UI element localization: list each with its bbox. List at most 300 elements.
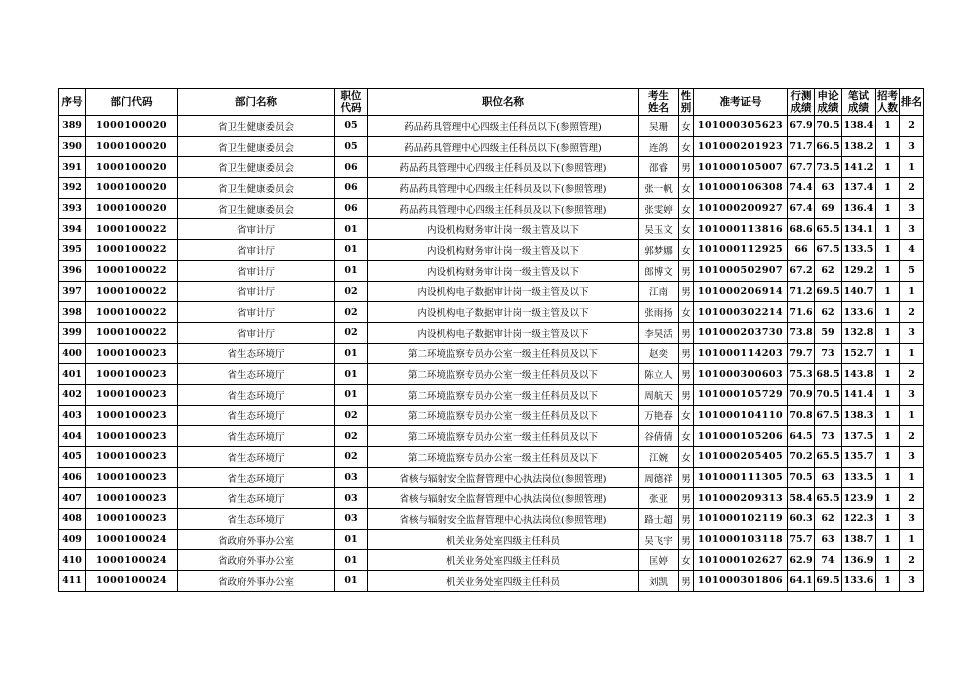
cell-position-name: 第二环境监察专员办公室一级主任科员及以下 [368, 426, 639, 447]
cell-admission-no: 101000104110 [694, 405, 788, 426]
cell-quota: 1 [876, 302, 900, 323]
cell-position-code: 02 [335, 426, 368, 447]
cell-rank: 1 [900, 529, 924, 550]
cell-gender: 男 [679, 364, 694, 385]
header-essay-score [815, 89, 842, 116]
cell-position-name: 省核与辐射安全监督管理中心执法岗位(参照管理) [368, 509, 639, 530]
cell-position-name: 内设机构电子数据审计岗一级主管及以下 [368, 302, 639, 323]
cell-written-score: 140.7 [842, 281, 876, 302]
cell-position-code: 01 [335, 364, 368, 385]
cell-dept-code: 1000100020 [86, 157, 178, 178]
cell-gender: 女 [679, 447, 694, 468]
cell-rank: 2 [900, 364, 924, 385]
cell-admission-no: 101000301806 [694, 571, 788, 592]
cell-quota: 1 [876, 509, 900, 530]
cell-written-score: 143.8 [842, 364, 876, 385]
cell-gender: 男 [679, 384, 694, 405]
cell-candidate-name: 张一帆 [639, 178, 679, 199]
cell-gender: 女 [679, 550, 694, 571]
cell-rank: 2 [900, 550, 924, 571]
cell-written-score: 133.6 [842, 302, 876, 323]
cell-candidate-name: 周航天 [639, 384, 679, 405]
header-dept-code [86, 89, 178, 116]
cell-position-name: 药品药具管理中心四级主任科员以下(参照管理) [368, 116, 639, 137]
header-label: 招考 [877, 90, 898, 102]
cell-written-score: 129.2 [842, 260, 876, 281]
table-row [59, 509, 924, 530]
cell-written-score: 136.4 [842, 198, 876, 219]
cell-written-score: 123.9 [842, 488, 876, 509]
cell-written-score: 152.7 [842, 343, 876, 364]
cell-serial-no: 396 [59, 260, 86, 281]
header-aptitude-score [788, 89, 815, 116]
table-row [59, 260, 924, 281]
cell-essay-score: 70.5 [815, 116, 842, 137]
cell-position-code: 05 [335, 116, 368, 137]
cell-rank: 3 [900, 219, 924, 240]
cell-admission-no: 101000502907 [694, 260, 788, 281]
table-row [59, 467, 924, 488]
cell-aptitude-score: 70.9 [788, 384, 815, 405]
cell-essay-score: 70.5 [815, 384, 842, 405]
cell-serial-no: 408 [59, 509, 86, 530]
cell-rank: 3 [900, 447, 924, 468]
cell-dept-name: 省生态环境厅 [178, 488, 335, 509]
cell-aptitude-score: 67.7 [788, 157, 815, 178]
cell-position-code: 01 [335, 260, 368, 281]
cell-dept-code: 1000100020 [86, 178, 178, 199]
cell-admission-no: 101000201923 [694, 136, 788, 157]
header-label: 笔试 [848, 90, 869, 102]
cell-position-name: 内设机构电子数据审计岗一级主管及以下 [368, 281, 639, 302]
cell-written-score: 138.4 [842, 116, 876, 137]
table-row [59, 178, 924, 199]
cell-written-score: 138.3 [842, 405, 876, 426]
cell-essay-score: 63 [815, 178, 842, 199]
table-row [59, 405, 924, 426]
cell-essay-score: 63 [815, 467, 842, 488]
cell-gender: 男 [679, 322, 694, 343]
cell-position-code: 02 [335, 405, 368, 426]
cell-quota: 1 [876, 281, 900, 302]
cell-aptitude-score: 60.3 [788, 509, 815, 530]
cell-essay-score: 66.5 [815, 136, 842, 157]
cell-aptitude-score: 70.5 [788, 467, 815, 488]
table-row [59, 571, 924, 592]
cell-position-name: 第二环境监察专员办公室一级主任科员及以下 [368, 384, 639, 405]
table-row [59, 426, 924, 447]
cell-quota: 1 [876, 384, 900, 405]
cell-written-score: 132.8 [842, 322, 876, 343]
cell-essay-score: 62 [815, 302, 842, 323]
cell-dept-code: 1000100023 [86, 488, 178, 509]
cell-dept-code: 1000100023 [86, 509, 178, 530]
table-row [59, 157, 924, 178]
cell-dept-name: 省生态环境厅 [178, 509, 335, 530]
cell-essay-score: 65.5 [815, 219, 842, 240]
table-row [59, 322, 924, 343]
cell-rank: 2 [900, 426, 924, 447]
header-label: 部门代码 [110, 96, 153, 108]
cell-dept-code: 1000100020 [86, 198, 178, 219]
cell-candidate-name: 邵睿 [639, 157, 679, 178]
cell-gender: 男 [679, 157, 694, 178]
cell-position-code: 03 [335, 488, 368, 509]
header-label: 性 [680, 90, 692, 102]
header-rank [900, 89, 924, 116]
cell-position-name: 内设机构财务审计岗一级主管及以下 [368, 219, 639, 240]
cell-admission-no: 101000300603 [694, 364, 788, 385]
table-row [59, 529, 924, 550]
header-label: 考生 [648, 90, 669, 102]
cell-serial-no: 391 [59, 157, 86, 178]
cell-dept-name: 省生态环境厅 [178, 467, 335, 488]
cell-admission-no: 101000103118 [694, 529, 788, 550]
cell-dept-code: 1000100022 [86, 322, 178, 343]
cell-quota: 1 [876, 116, 900, 137]
header-serial-no [59, 89, 86, 116]
cell-dept-code: 1000100020 [86, 116, 178, 137]
cell-candidate-name: 张雯婷 [639, 198, 679, 219]
cell-gender: 男 [679, 281, 694, 302]
cell-dept-name: 省政府外事办公室 [178, 529, 335, 550]
cell-serial-no: 411 [59, 571, 86, 592]
header-label: 成绩 [817, 102, 839, 114]
cell-essay-score: 73 [815, 343, 842, 364]
cell-position-name: 省核与辐射安全监督管理中心执法岗位(参照管理) [368, 488, 639, 509]
cell-admission-no: 101000102119 [694, 509, 788, 530]
cell-quota: 1 [876, 322, 900, 343]
cell-serial-no: 400 [59, 343, 86, 364]
cell-essay-score: 67.5 [815, 405, 842, 426]
header-label: 部门名称 [235, 96, 277, 108]
cell-gender: 女 [679, 426, 694, 447]
cell-gender: 女 [679, 302, 694, 323]
cell-dept-code: 1000100023 [86, 426, 178, 447]
cell-dept-code: 1000100023 [86, 447, 178, 468]
cell-position-name: 药品药具管理中心四级主任科员及以下(参照管理) [368, 198, 639, 219]
cell-position-code: 02 [335, 447, 368, 468]
cell-position-name: 内设机构电子数据审计岗一级主管及以下 [368, 322, 639, 343]
cell-written-score: 122.3 [842, 509, 876, 530]
cell-aptitude-score: 73.8 [788, 322, 815, 343]
cell-written-score: 133.5 [842, 467, 876, 488]
cell-quota: 1 [876, 405, 900, 426]
cell-essay-score: 62 [815, 509, 842, 530]
cell-position-name: 内设机构财务审计岗一级主管及以下 [368, 240, 639, 261]
cell-position-code: 02 [335, 302, 368, 323]
cell-aptitude-score: 62.9 [788, 550, 815, 571]
cell-written-score: 137.4 [842, 178, 876, 199]
cell-dept-name: 省卫生健康委员会 [178, 198, 335, 219]
cell-candidate-name: 赵奕 [639, 343, 679, 364]
cell-rank: 1 [900, 157, 924, 178]
cell-quota: 1 [876, 240, 900, 261]
header-quota [876, 89, 900, 116]
cell-candidate-name: 张亚 [639, 488, 679, 509]
header-label: 职位 [340, 90, 362, 102]
cell-gender: 女 [679, 178, 694, 199]
cell-rank: 1 [900, 467, 924, 488]
header-label: 申论 [817, 90, 839, 102]
header-candidate-name [639, 89, 679, 116]
cell-dept-code: 1000100022 [86, 219, 178, 240]
header-position-code [335, 89, 368, 116]
header-label: 职位名称 [482, 96, 524, 108]
cell-admission-no: 101000203730 [694, 322, 788, 343]
cell-admission-no: 101000111305 [694, 467, 788, 488]
cell-candidate-name: 张雨扬 [639, 302, 679, 323]
header-dept-name [178, 89, 335, 116]
cell-dept-name: 省政府外事办公室 [178, 571, 335, 592]
cell-admission-no: 101000112925 [694, 240, 788, 261]
cell-rank: 2 [900, 116, 924, 137]
cell-quota: 1 [876, 529, 900, 550]
cell-serial-no: 406 [59, 467, 86, 488]
cell-written-score: 136.9 [842, 550, 876, 571]
cell-candidate-name: 郎博文 [639, 260, 679, 281]
header-label: 姓名 [648, 102, 669, 114]
cell-serial-no: 401 [59, 364, 86, 385]
cell-dept-name: 省卫生健康委员会 [178, 136, 335, 157]
cell-candidate-name: 周德祥 [639, 467, 679, 488]
cell-gender: 女 [679, 405, 694, 426]
cell-position-code: 01 [335, 550, 368, 571]
cell-admission-no: 101000200927 [694, 198, 788, 219]
cell-aptitude-score: 71.2 [788, 281, 815, 302]
cell-admission-no: 101000106308 [694, 178, 788, 199]
cell-dept-code: 1000100020 [86, 136, 178, 157]
cell-gender: 男 [679, 571, 694, 592]
cell-rank: 2 [900, 178, 924, 199]
cell-dept-name: 省审计厅 [178, 219, 335, 240]
table-row [59, 198, 924, 219]
cell-essay-score: 73 [815, 426, 842, 447]
cell-aptitude-score: 75.3 [788, 364, 815, 385]
table-row [59, 302, 924, 323]
cell-quota: 1 [876, 447, 900, 468]
cell-position-name: 机关业务处室四级主任科员 [368, 529, 639, 550]
cell-serial-no: 407 [59, 488, 86, 509]
cell-dept-code: 1000100023 [86, 364, 178, 385]
cell-written-score: 134.1 [842, 219, 876, 240]
cell-position-code: 06 [335, 198, 368, 219]
cell-candidate-name: 李昊活 [639, 322, 679, 343]
table-row [59, 364, 924, 385]
exam-results-table [58, 88, 924, 592]
cell-serial-no: 394 [59, 219, 86, 240]
cell-aptitude-score: 71.7 [788, 136, 815, 157]
cell-essay-score: 69.5 [815, 281, 842, 302]
cell-quota: 1 [876, 260, 900, 281]
cell-admission-no: 101000209313 [694, 488, 788, 509]
cell-dept-name: 省生态环境厅 [178, 384, 335, 405]
cell-dept-name: 省卫生健康委员会 [178, 178, 335, 199]
cell-aptitude-score: 67.9 [788, 116, 815, 137]
cell-candidate-name: 匡婷 [639, 550, 679, 571]
table-row [59, 550, 924, 571]
cell-position-code: 01 [335, 571, 368, 592]
cell-rank: 1 [900, 343, 924, 364]
cell-gender: 女 [679, 136, 694, 157]
cell-quota: 1 [876, 364, 900, 385]
cell-position-code: 01 [335, 384, 368, 405]
header-position-name [368, 89, 639, 116]
cell-position-code: 06 [335, 178, 368, 199]
cell-gender: 男 [679, 260, 694, 281]
cell-dept-name: 省卫生健康委员会 [178, 116, 335, 137]
cell-candidate-name: 吴飞宇 [639, 529, 679, 550]
cell-admission-no: 101000206914 [694, 281, 788, 302]
cell-essay-score: 69 [815, 198, 842, 219]
cell-position-code: 03 [335, 467, 368, 488]
cell-position-name: 机关业务处室四级主任科员 [368, 550, 639, 571]
cell-dept-code: 1000100023 [86, 405, 178, 426]
table-row [59, 343, 924, 364]
cell-candidate-name: 吴玉文 [639, 219, 679, 240]
header-label: 代码 [340, 102, 362, 114]
cell-position-name: 内设机构财务审计岗一级主管及以下 [368, 260, 639, 281]
cell-aptitude-score: 67.4 [788, 198, 815, 219]
cell-position-code: 02 [335, 322, 368, 343]
cell-gender: 女 [679, 116, 694, 137]
table-row [59, 136, 924, 157]
header-label: 行测 [790, 90, 812, 102]
table-header [59, 89, 924, 116]
cell-dept-name: 省审计厅 [178, 322, 335, 343]
cell-admission-no: 101000105007 [694, 157, 788, 178]
cell-candidate-name: 刘凯 [639, 571, 679, 592]
cell-admission-no: 101000302214 [694, 302, 788, 323]
cell-quota: 1 [876, 219, 900, 240]
header-row [59, 89, 924, 116]
cell-position-code: 01 [335, 240, 368, 261]
cell-quota: 1 [876, 467, 900, 488]
header-label: 成绩 [790, 102, 812, 114]
cell-candidate-name: 陈立人 [639, 364, 679, 385]
cell-position-name: 第二环境监察专员办公室一级主任科员及以下 [368, 364, 639, 385]
cell-gender: 女 [679, 198, 694, 219]
cell-position-name: 药品药具管理中心四级主任科员及以下(参照管理) [368, 157, 639, 178]
header-label: 排名 [901, 96, 922, 108]
cell-essay-score: 68.5 [815, 364, 842, 385]
cell-aptitude-score: 71.6 [788, 302, 815, 323]
cell-serial-no: 395 [59, 240, 86, 261]
table-body [59, 116, 924, 592]
cell-dept-code: 1000100022 [86, 302, 178, 323]
cell-quota: 1 [876, 178, 900, 199]
header-admission-no [694, 89, 788, 116]
cell-quota: 1 [876, 488, 900, 509]
cell-aptitude-score: 64.5 [788, 426, 815, 447]
cell-quota: 1 [876, 571, 900, 592]
cell-quota: 1 [876, 426, 900, 447]
cell-dept-code: 1000100024 [86, 571, 178, 592]
cell-gender: 女 [679, 240, 694, 261]
cell-serial-no: 403 [59, 405, 86, 426]
cell-position-code: 02 [335, 281, 368, 302]
cell-aptitude-score: 70.8 [788, 405, 815, 426]
cell-quota: 1 [876, 136, 900, 157]
cell-serial-no: 398 [59, 302, 86, 323]
table-row [59, 488, 924, 509]
cell-candidate-name: 谷倩倩 [639, 426, 679, 447]
cell-rank: 3 [900, 384, 924, 405]
cell-quota: 1 [876, 550, 900, 571]
cell-admission-no: 101000105206 [694, 426, 788, 447]
cell-written-score: 133.5 [842, 240, 876, 261]
cell-position-code: 06 [335, 157, 368, 178]
cell-gender: 男 [679, 509, 694, 530]
cell-position-name: 药品药具管理中心四级主任科员及以下(参照管理) [368, 178, 639, 199]
cell-rank: 3 [900, 198, 924, 219]
cell-written-score: 141.2 [842, 157, 876, 178]
cell-serial-no: 390 [59, 136, 86, 157]
cell-aptitude-score: 79.7 [788, 343, 815, 364]
header-label: 准考证号 [719, 96, 762, 108]
cell-admission-no: 101000105729 [694, 384, 788, 405]
cell-aptitude-score: 58.4 [788, 488, 815, 509]
cell-rank: 5 [900, 260, 924, 281]
cell-position-code: 01 [335, 529, 368, 550]
table-row [59, 447, 924, 468]
cell-candidate-name: 吴珊 [639, 116, 679, 137]
cell-position-code: 01 [335, 219, 368, 240]
cell-serial-no: 402 [59, 384, 86, 405]
cell-candidate-name: 郭梦娜 [639, 240, 679, 261]
cell-rank: 2 [900, 302, 924, 323]
cell-written-score: 135.7 [842, 447, 876, 468]
cell-serial-no: 397 [59, 281, 86, 302]
cell-admission-no: 101000305623 [694, 116, 788, 137]
cell-position-name: 第二环境监察专员办公室一级主任科员及以下 [368, 405, 639, 426]
cell-written-score: 138.2 [842, 136, 876, 157]
cell-aptitude-score: 68.6 [788, 219, 815, 240]
cell-dept-code: 1000100023 [86, 384, 178, 405]
cell-dept-code: 1000100022 [86, 260, 178, 281]
header-written-score [842, 89, 876, 116]
cell-rank: 3 [900, 322, 924, 343]
cell-position-code: 03 [335, 509, 368, 530]
cell-candidate-name: 连鸽 [639, 136, 679, 157]
cell-written-score: 133.6 [842, 571, 876, 592]
cell-dept-name: 省卫生健康委员会 [178, 157, 335, 178]
cell-gender: 男 [679, 488, 694, 509]
header-label: 人数 [877, 102, 898, 114]
cell-written-score: 138.7 [842, 529, 876, 550]
cell-rank: 1 [900, 405, 924, 426]
cell-serial-no: 409 [59, 529, 86, 550]
cell-dept-name: 省审计厅 [178, 260, 335, 281]
cell-candidate-name: 江婉 [639, 447, 679, 468]
header-label: 成绩 [848, 102, 869, 114]
cell-dept-code: 1000100024 [86, 550, 178, 571]
table-row [59, 240, 924, 261]
cell-candidate-name: 江南 [639, 281, 679, 302]
header-gender [679, 89, 694, 116]
cell-dept-name: 省生态环境厅 [178, 405, 335, 426]
cell-dept-name: 省生态环境厅 [178, 343, 335, 364]
cell-aptitude-score: 74.4 [788, 178, 815, 199]
cell-dept-code: 1000100023 [86, 343, 178, 364]
cell-rank: 3 [900, 571, 924, 592]
cell-essay-score: 65.5 [815, 447, 842, 468]
cell-essay-score: 73.5 [815, 157, 842, 178]
cell-dept-name: 省审计厅 [178, 281, 335, 302]
cell-aptitude-score: 70.2 [788, 447, 815, 468]
cell-gender: 男 [679, 467, 694, 488]
cell-rank: 3 [900, 509, 924, 530]
